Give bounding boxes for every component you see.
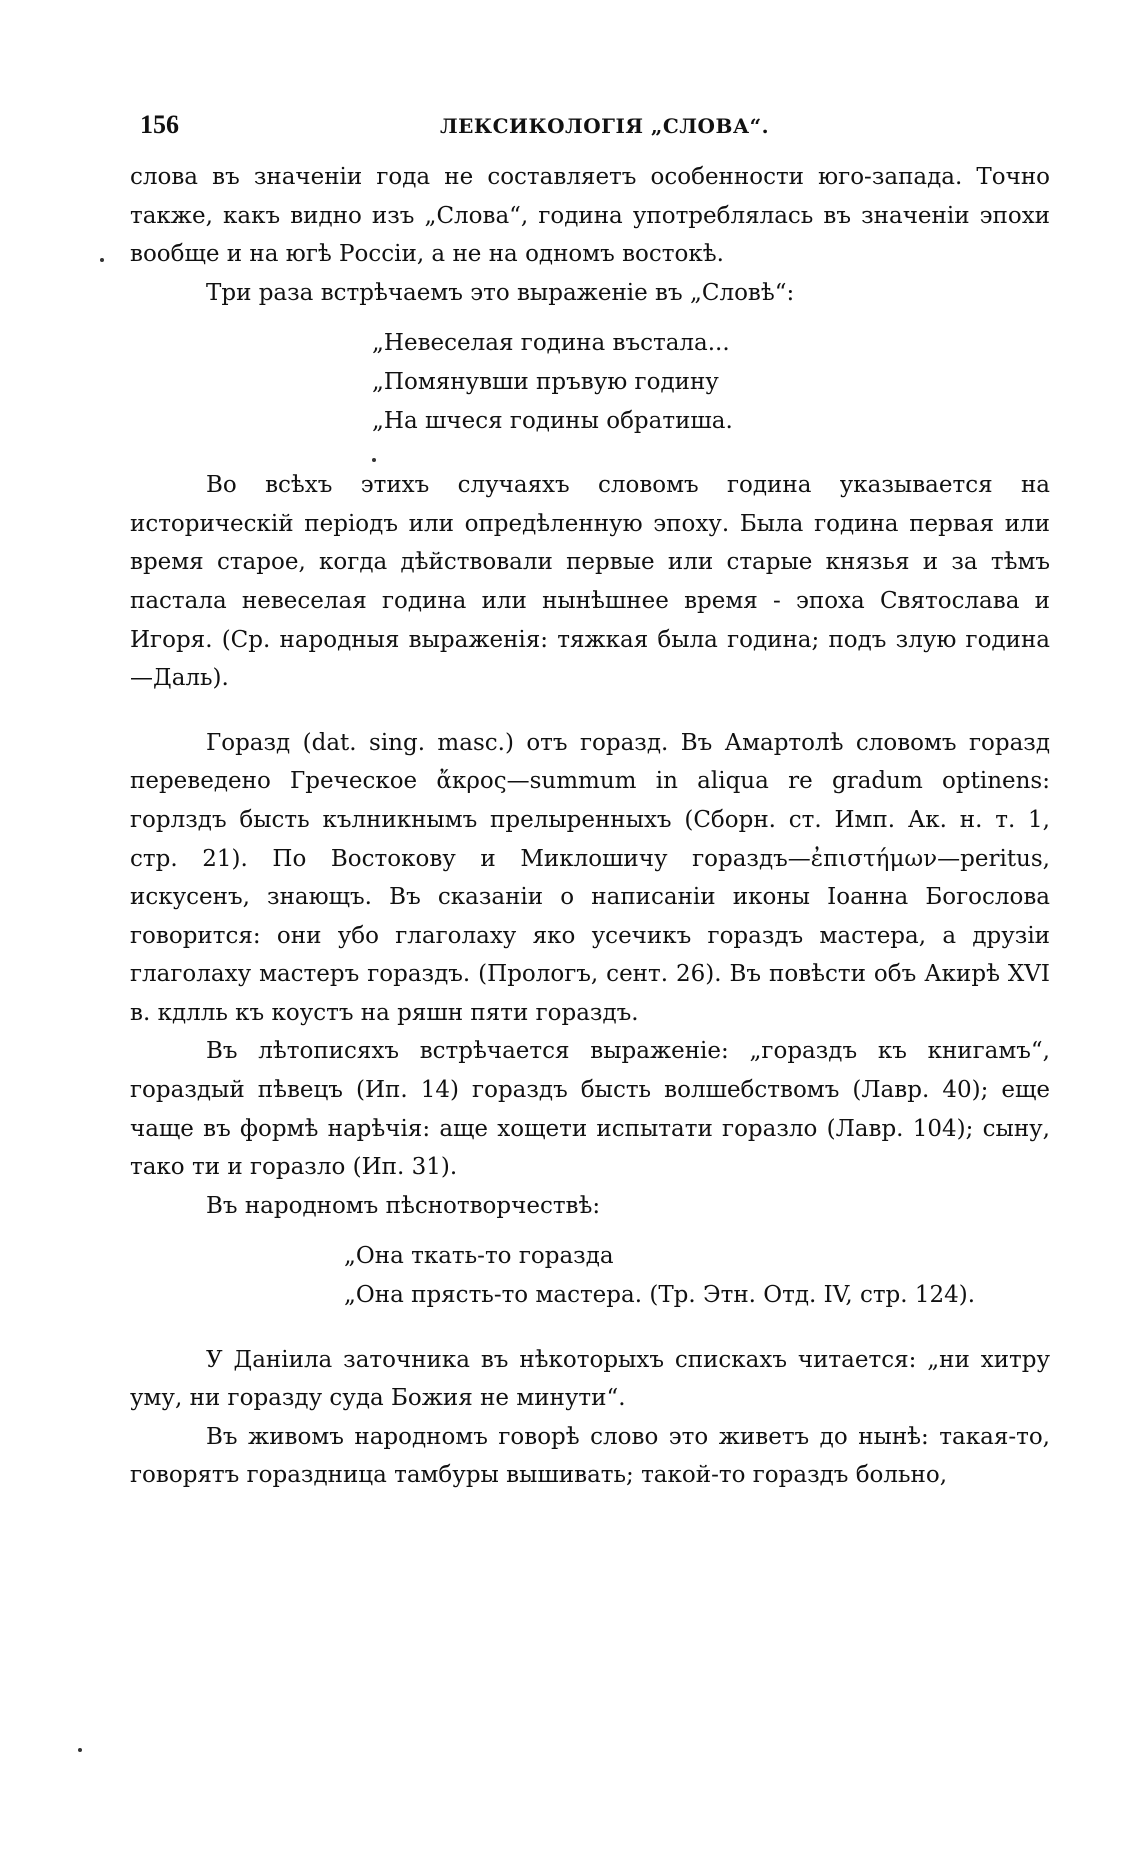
page-number: 156 [140,110,179,139]
quote-block-2 [344,1237,1050,1314]
paragraph-2: Три раза встрѣчаемъ это выраженіе въ „Словѣ“: [206,279,795,306]
quote-line: „Помянувши пръвую годину [372,368,719,395]
quote-line: „Невеселая година въстала... [372,330,730,357]
body-text [130,158,1050,1495]
quote-line: „Она прясть-то мастера. (Тр. Этн. Отд. IV, стр. 124). [344,1282,976,1309]
paragraph-1: слова въ значеніи года не составляетъ особенности юго-запада. Точно также, какъ видно изъ „Слова“, година употреблялась въ значеніи эпохи вообще и на югѣ Россіи, а не на одномъ востокѣ. [130,164,1050,268]
paragraph-4: Горазд (dat. sing. masc.) отъ горазд. Въ Амартолѣ словомъ горазд переведено Греческое ἄκρος—summum in aliqua re gradum optinens: горлздъ бысть кълникнымъ прелыренныхъ (Сборн. ст. Имп. Ак. н. т. 1, стр. 21). По Востокову и Миклошичу гораздъ—ἐπιστήμων—peritus, искусенъ, знающъ. Въ сказаніи о написаніи иконы Іоанна Богослова говорится: они убо глаголаху яко усечикъ гораздъ мастера, а друзіи глаголаху мастеръ гораздъ. (Прологъ, сент. 26). Въ повѣсти объ Акирѣ XVI в. кдлль къ коустъ на ряшн пяти гораздъ. [130,729,1050,1026]
quote-line: „На шчеся годины обратиша. [372,407,733,434]
print-speck [100,258,104,262]
paragraph-8: Въ живомъ народномъ говорѣ слово это живетъ до нынѣ: такая-то, говорятъ гораздница тамбуры вышивать; такой-то гораздъ больно, [130,1423,1050,1489]
paragraph-6: Въ народномъ пѣснотворчествѣ: [206,1192,601,1219]
paragraph-7: У Даніила заточника въ нѣкоторыхъ спискахъ читается: „ни хитру уму, ни горазду суда Божия не минути“. [130,1346,1050,1412]
paragraph-3: Во всѣхъ этихъ случаяхъ словомъ година указывается на историческій періодъ или опредѣленную эпоху. Была година первая или время старое, когда дѣйствовали первые или старые князья и за тѣмъ пастала невеселая година или нынѣшнее время - эпоха Святослава и Игоря. (Ср. народныя выраженія: тяжкая была година; подъ злую година—Даль). [130,472,1050,692]
page-header [130,90,1050,139]
print-speck [78,1748,82,1752]
print-speck [372,458,376,462]
book-page [130,90,1050,1790]
quote-line: „Она ткать-то горазда [344,1243,614,1270]
quote-block-1 [372,324,1050,440]
paragraph-5: Въ лѣтописяхъ встрѣчается выраженіе: „гораздъ къ книгамъ“, гораздый пѣвецъ (Ип. 14) гораздъ бысть волшебствомъ (Лавр. 40); еще чаще въ формѣ нарѣчія: аще хощети испытати горазло (Лавр. 104); сыну, тако ти и горазло (Ип. 31). [130,1038,1050,1181]
running-head: ЛЕКСИКОЛОГІЯ „СЛОВА“. [440,114,770,138]
